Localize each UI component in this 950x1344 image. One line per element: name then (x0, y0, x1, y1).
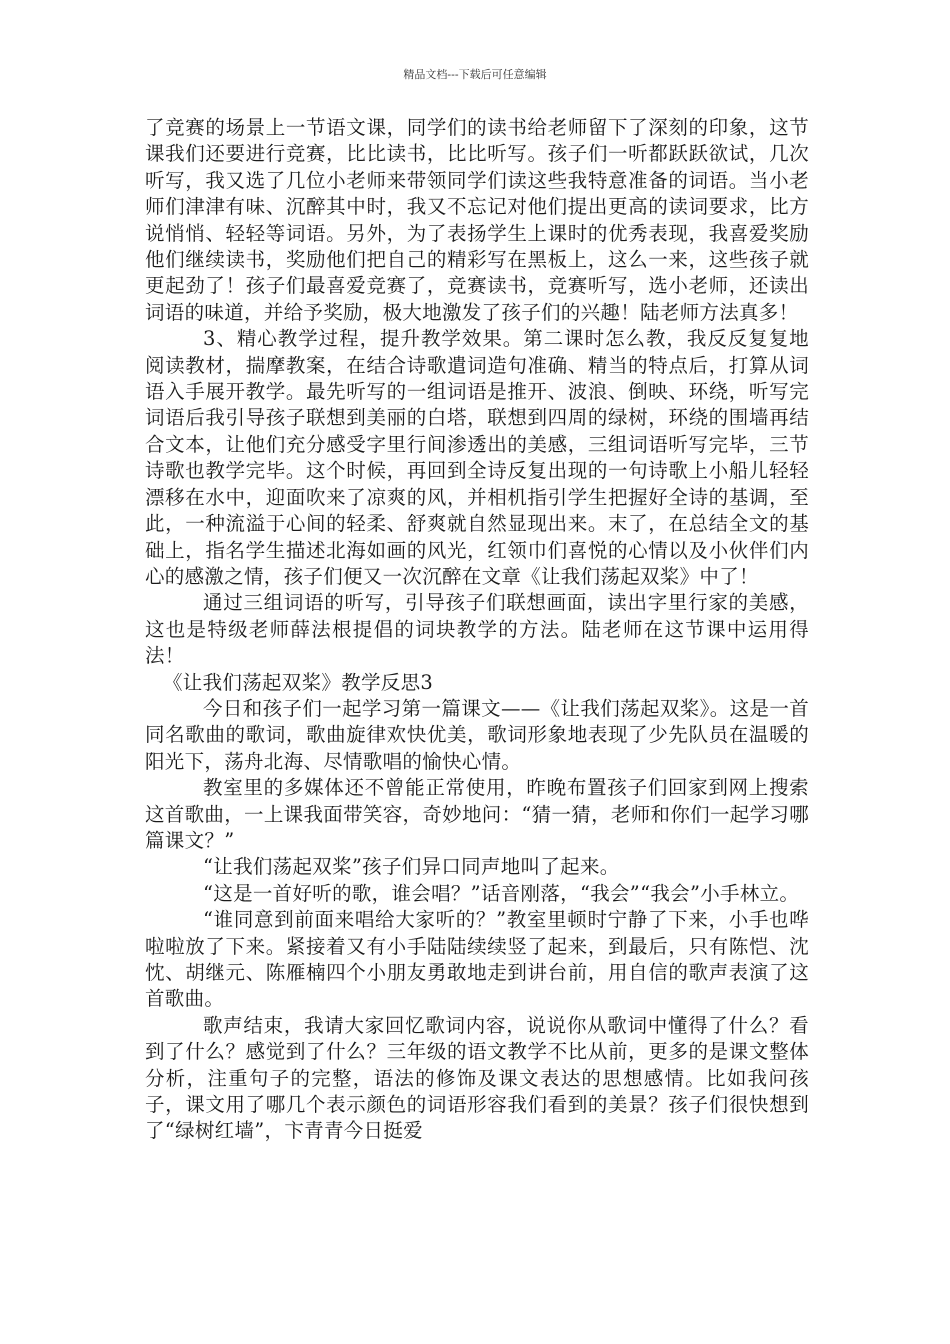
paragraph: 教室里的多媒体还不曾能正常使用，昨晚布置孩子们回家到网上搜索这首歌曲，一上课我面带笑容，奇妙地问：“猜一猜，老师和你们一起学习哪篇课文？” (145, 776, 809, 852)
paragraph: “让我们荡起双桨”孩子们异口同声地叫了起来。 (203, 855, 620, 879)
paragraph: 歌声结束，我请大家回忆歌词内容，说说你从歌词中懂得了什么？看到了什么？感觉到了什么？三年级的语文教学不比从前，更多的是课文整体分析，注重句子的完整，语法的修饰及课文表达的思想感情。比如我问孩子，课文用了哪几个表示颜色的词语形容我们看到的美景？孩子们很快想到了“绿树红墙”，卞青青今日挺爱 (145, 1013, 809, 1143)
paragraph: 了竞赛的场景上一节语文课，同学们的读书给老师留下了深刻的印象，这节课我们还要进行竞赛，比比读书，比比听写。孩子们一听都跃跃欲试，几次听写，我又选了几位小老师来带领同学们读这些我特意准备的词语。当小老师们津津有味、沉醉其中时，我又不忘记对他们提出更高的读词要求，比方说悄悄、轻轻等词语。另外，为了表扬学生上课时的优秀表现，我喜爱奖励他们继续读书，奖励他们把自己的精彩写在黑板上，这么一来，这些孩子就更起劲了！孩子们最喜爱竞赛了，竞赛读书，竞赛听写，选小老师，还读出词语的味道，并给予奖励，极大地激发了孩子们的兴趣！陆老师方法真多！ (145, 116, 809, 324)
page-header: 精品文档---下载后可任意编辑 (403, 68, 547, 81)
paragraph: 今日和孩子们一起学习第一篇课文——《让我们荡起双桨》。这是一首同名歌曲的歌词，歌曲旋律欢快优美，歌词形象地表现了少先队员在温暖的阳光下，荡舟北海、尽情歌唱的愉快心情。 (145, 696, 809, 773)
paragraph: “这是一首好听的歌，谁会唱？”话音刚落，“我会”“我会”小手林立。 (203, 881, 800, 905)
paragraph: 3、精心教学过程，提升教学效果。第二课时怎么教，我反反复复地阅读教材，揣摩教案，在结合诗歌遣词造句准确、精当的特点后，打算从词语入手展开教学。最先听写的一组词语是推开、波浪、倒映、环绕，听写完词语后我引导孩子联想到美丽的白塔，联想到四周的绿树，环绕的围墙再结合文本，让他们充分感受字里行间渗透出的美感，三组词语听写完毕，三节诗歌也教学完毕。这个时候，再回到全诗反复出现的一句诗歌上小船儿轻轻漂移在水中，迎面吹来了凉爽的风，并相机指引学生把握好全诗的基调，至此，一种流溢于心间的轻柔、舒爽就自然显现出来。末了，在总结全文的基础上，指名学生描述北海如画的风光，红领巾们喜悦的心情以及小伙伴们内心的感激之情，孩子们便又一次沉醉在文章《让我们荡起双桨》中了！ (145, 327, 809, 588)
paragraph: “谁同意到前面来唱给大家听的？”教室里顿时宁静了下来，小手也哗啦啦放了下来。紧接着又有小手陆陆续续竖了起来，到最后，只有陈恺、沈忱、胡继元、陈雁楠四个小朋友勇敢地走到讲台前，用自信的歌声表演了这首歌曲。 (145, 908, 809, 1011)
section-title: 《让我们荡起双桨》教学反思3 (163, 670, 434, 694)
document-body (145, 115, 809, 1145)
paragraph: 通过三组词语的听写，引导孩子们联想画面，读出字里行家的美感，这也是特级老师薛法根提倡的词块教学的方法。陆老师在这节课中运用得法！ (145, 591, 809, 668)
